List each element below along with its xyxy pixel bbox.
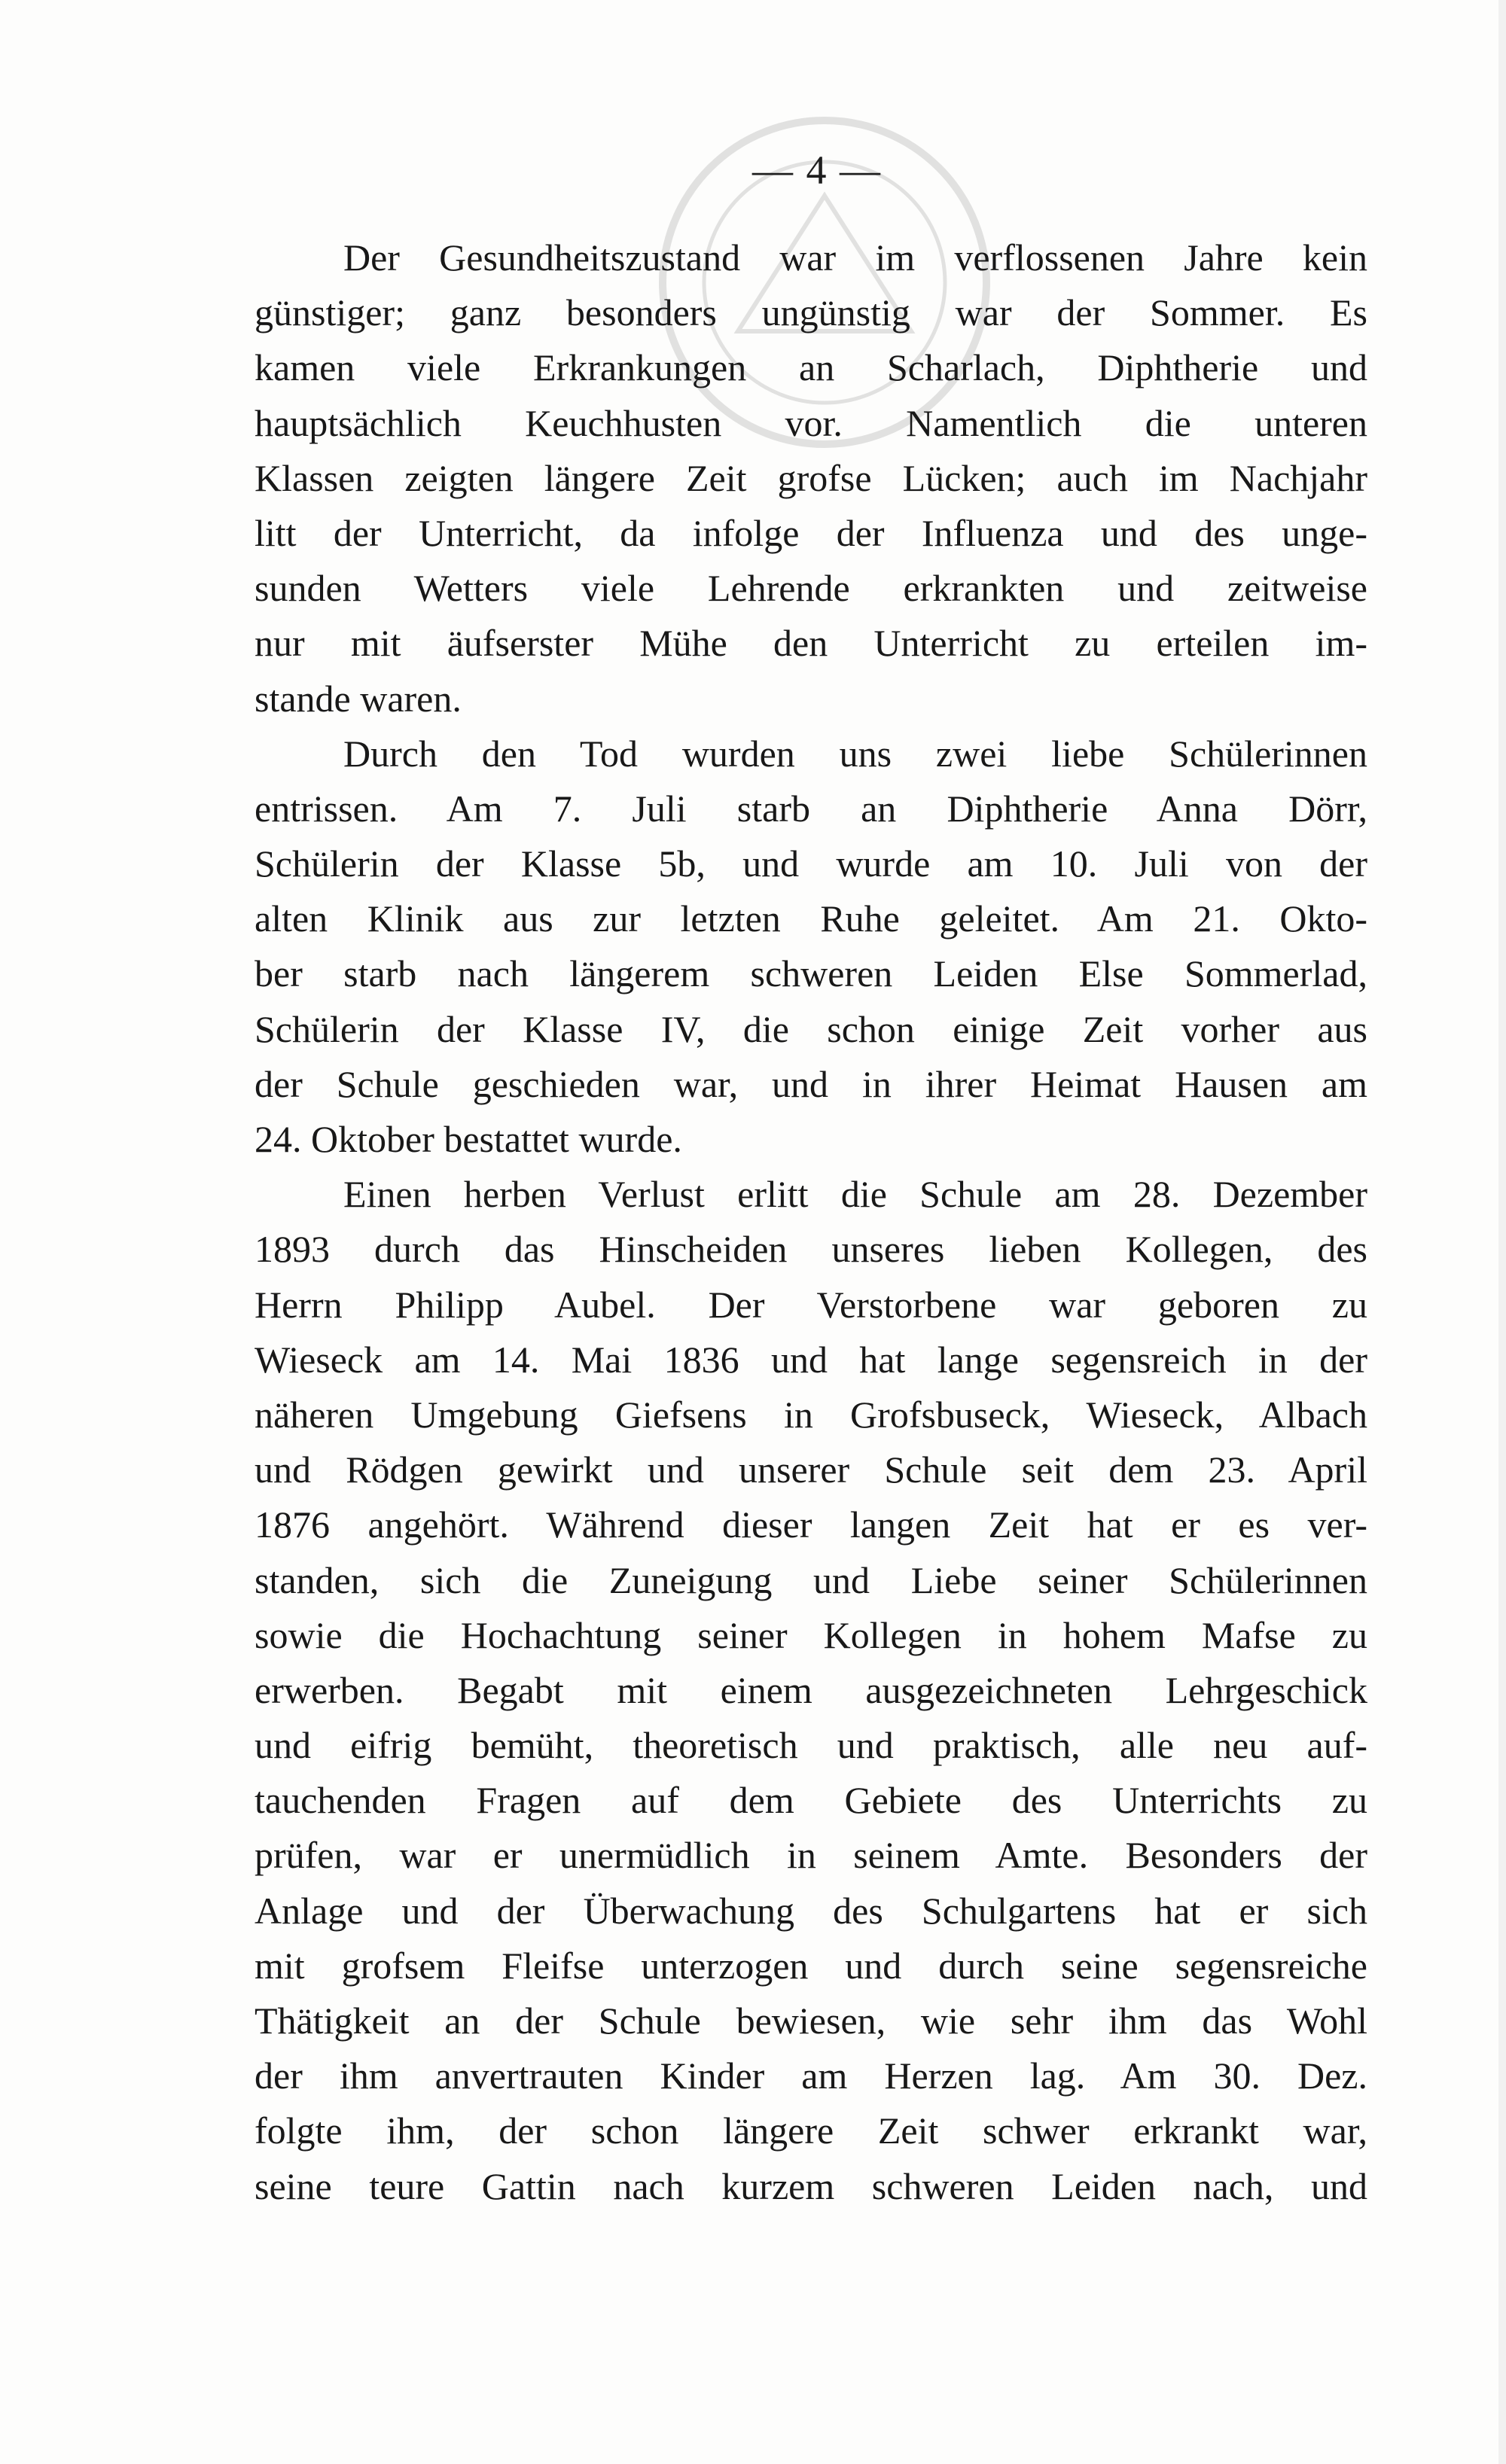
text-line: Der Gesundheitszustand war im verflossenen Jahre kein xyxy=(343,236,1367,279)
text-line: günstiger; ganz besonders ungünstig war der Sommer. Es xyxy=(255,291,1367,334)
page-number: — 4 — xyxy=(752,148,882,193)
text-line: Wieseck am 14. Mai 1836 und hat lange segensreich in der xyxy=(255,1338,1367,1381)
page-edge-shadow xyxy=(1498,0,1506,2464)
text-line: sunden Wetters viele Lehrende erkrankten und zeitweise xyxy=(255,567,1367,610)
text-line: der ihm anvertrauten Kinder am Herzen lag. Am 30. Dez. xyxy=(255,2054,1367,2097)
text-line: Thätigkeit an der Schule bewiesen, wie sehr ihm das Wohl xyxy=(255,2000,1367,2042)
text-line: Schülerin der Klasse 5b, und wurde am 10. Juli von der xyxy=(255,842,1367,885)
text-line: Schülerin der Klasse IV, die schon einige Zeit vorher aus xyxy=(255,1007,1367,1050)
text-line: alten Klinik aus zur letzten Ruhe geleitet. Am 21. Okto- xyxy=(255,897,1367,940)
text-line: ber starb nach längerem schweren Leiden Else Sommerlad, xyxy=(255,952,1367,995)
text-line: mit grofsem Fleifse unterzogen und durch seine segensreiche xyxy=(255,1944,1367,1987)
text-line: Herrn Philipp Aubel. Der Verstorbene war geboren zu xyxy=(255,1283,1367,1326)
text-line: 1876 angehört. Während dieser langen Zeit hat er es ver- xyxy=(255,1503,1367,1546)
body-text xyxy=(255,230,1367,2214)
text-line: kamen viele Erkrankungen an Scharlach, Diphtherie und xyxy=(255,346,1367,389)
text-line: der Schule geschieden war, und in ihrer Heimat Hausen am xyxy=(255,1062,1367,1105)
text-line: tauchenden Fragen auf dem Gebiete des Unterrichts zu xyxy=(255,1779,1367,1822)
text-line: und eifrig bemüht, theoretisch und praktisch, alle neu auf- xyxy=(255,1724,1367,1767)
text-line: näheren Umgebung Giefsens in Grofsbuseck, Wieseck, Albach xyxy=(255,1393,1367,1436)
text-line: nur mit äufserster Mühe den Unterricht zu erteilen im- xyxy=(255,622,1367,665)
text-line: 24. Oktober bestattet wurde. xyxy=(255,1118,682,1160)
text-line: prüfen, war er unermüdlich in seinem Amte. Besonders der xyxy=(255,1834,1367,1877)
text-line: entrissen. Am 7. Juli starb an Diphtherie Anna Dörr, xyxy=(255,787,1367,830)
text-line: Durch den Tod wurden uns zwei liebe Schülerinnen xyxy=(343,732,1367,775)
text-line: standen, sich die Zuneigung und Liebe seiner Schülerinnen xyxy=(255,1558,1367,1601)
text-line: und Rödgen gewirkt und unserer Schule seit dem 23. April xyxy=(255,1448,1367,1491)
text-line: hauptsächlich Keuchhusten vor. Namentlich die unteren xyxy=(255,401,1367,444)
text-line: sowie die Hochachtung seiner Kollegen in hohem Mafse zu xyxy=(255,1613,1367,1656)
text-line: folgte ihm, der schon längere Zeit schwer erkrankt war, xyxy=(255,2109,1367,2152)
text-line: Anlage und der Überwachung des Schulgartens hat er sich xyxy=(255,1889,1367,1932)
text-line: 1893 durch das Hinscheiden unseres lieben Kollegen, des xyxy=(255,1228,1367,1271)
text-line: stande waren. xyxy=(255,677,462,720)
text-line: litt der Unterricht, da infolge der Influenza und des unge- xyxy=(255,511,1367,554)
text-line: Einen herben Verlust erlitt die Schule am 28. Dezember xyxy=(343,1173,1367,1216)
text-line: erwerben. Begabt mit einem ausgezeichneten Lehrgeschick xyxy=(255,1668,1367,1711)
text-line: seine teure Gattin nach kurzem schweren Leiden nach, und xyxy=(255,2164,1367,2207)
text-line: Klassen zeigten längere Zeit grofse Lücken; auch im Nachjahr xyxy=(255,456,1367,499)
